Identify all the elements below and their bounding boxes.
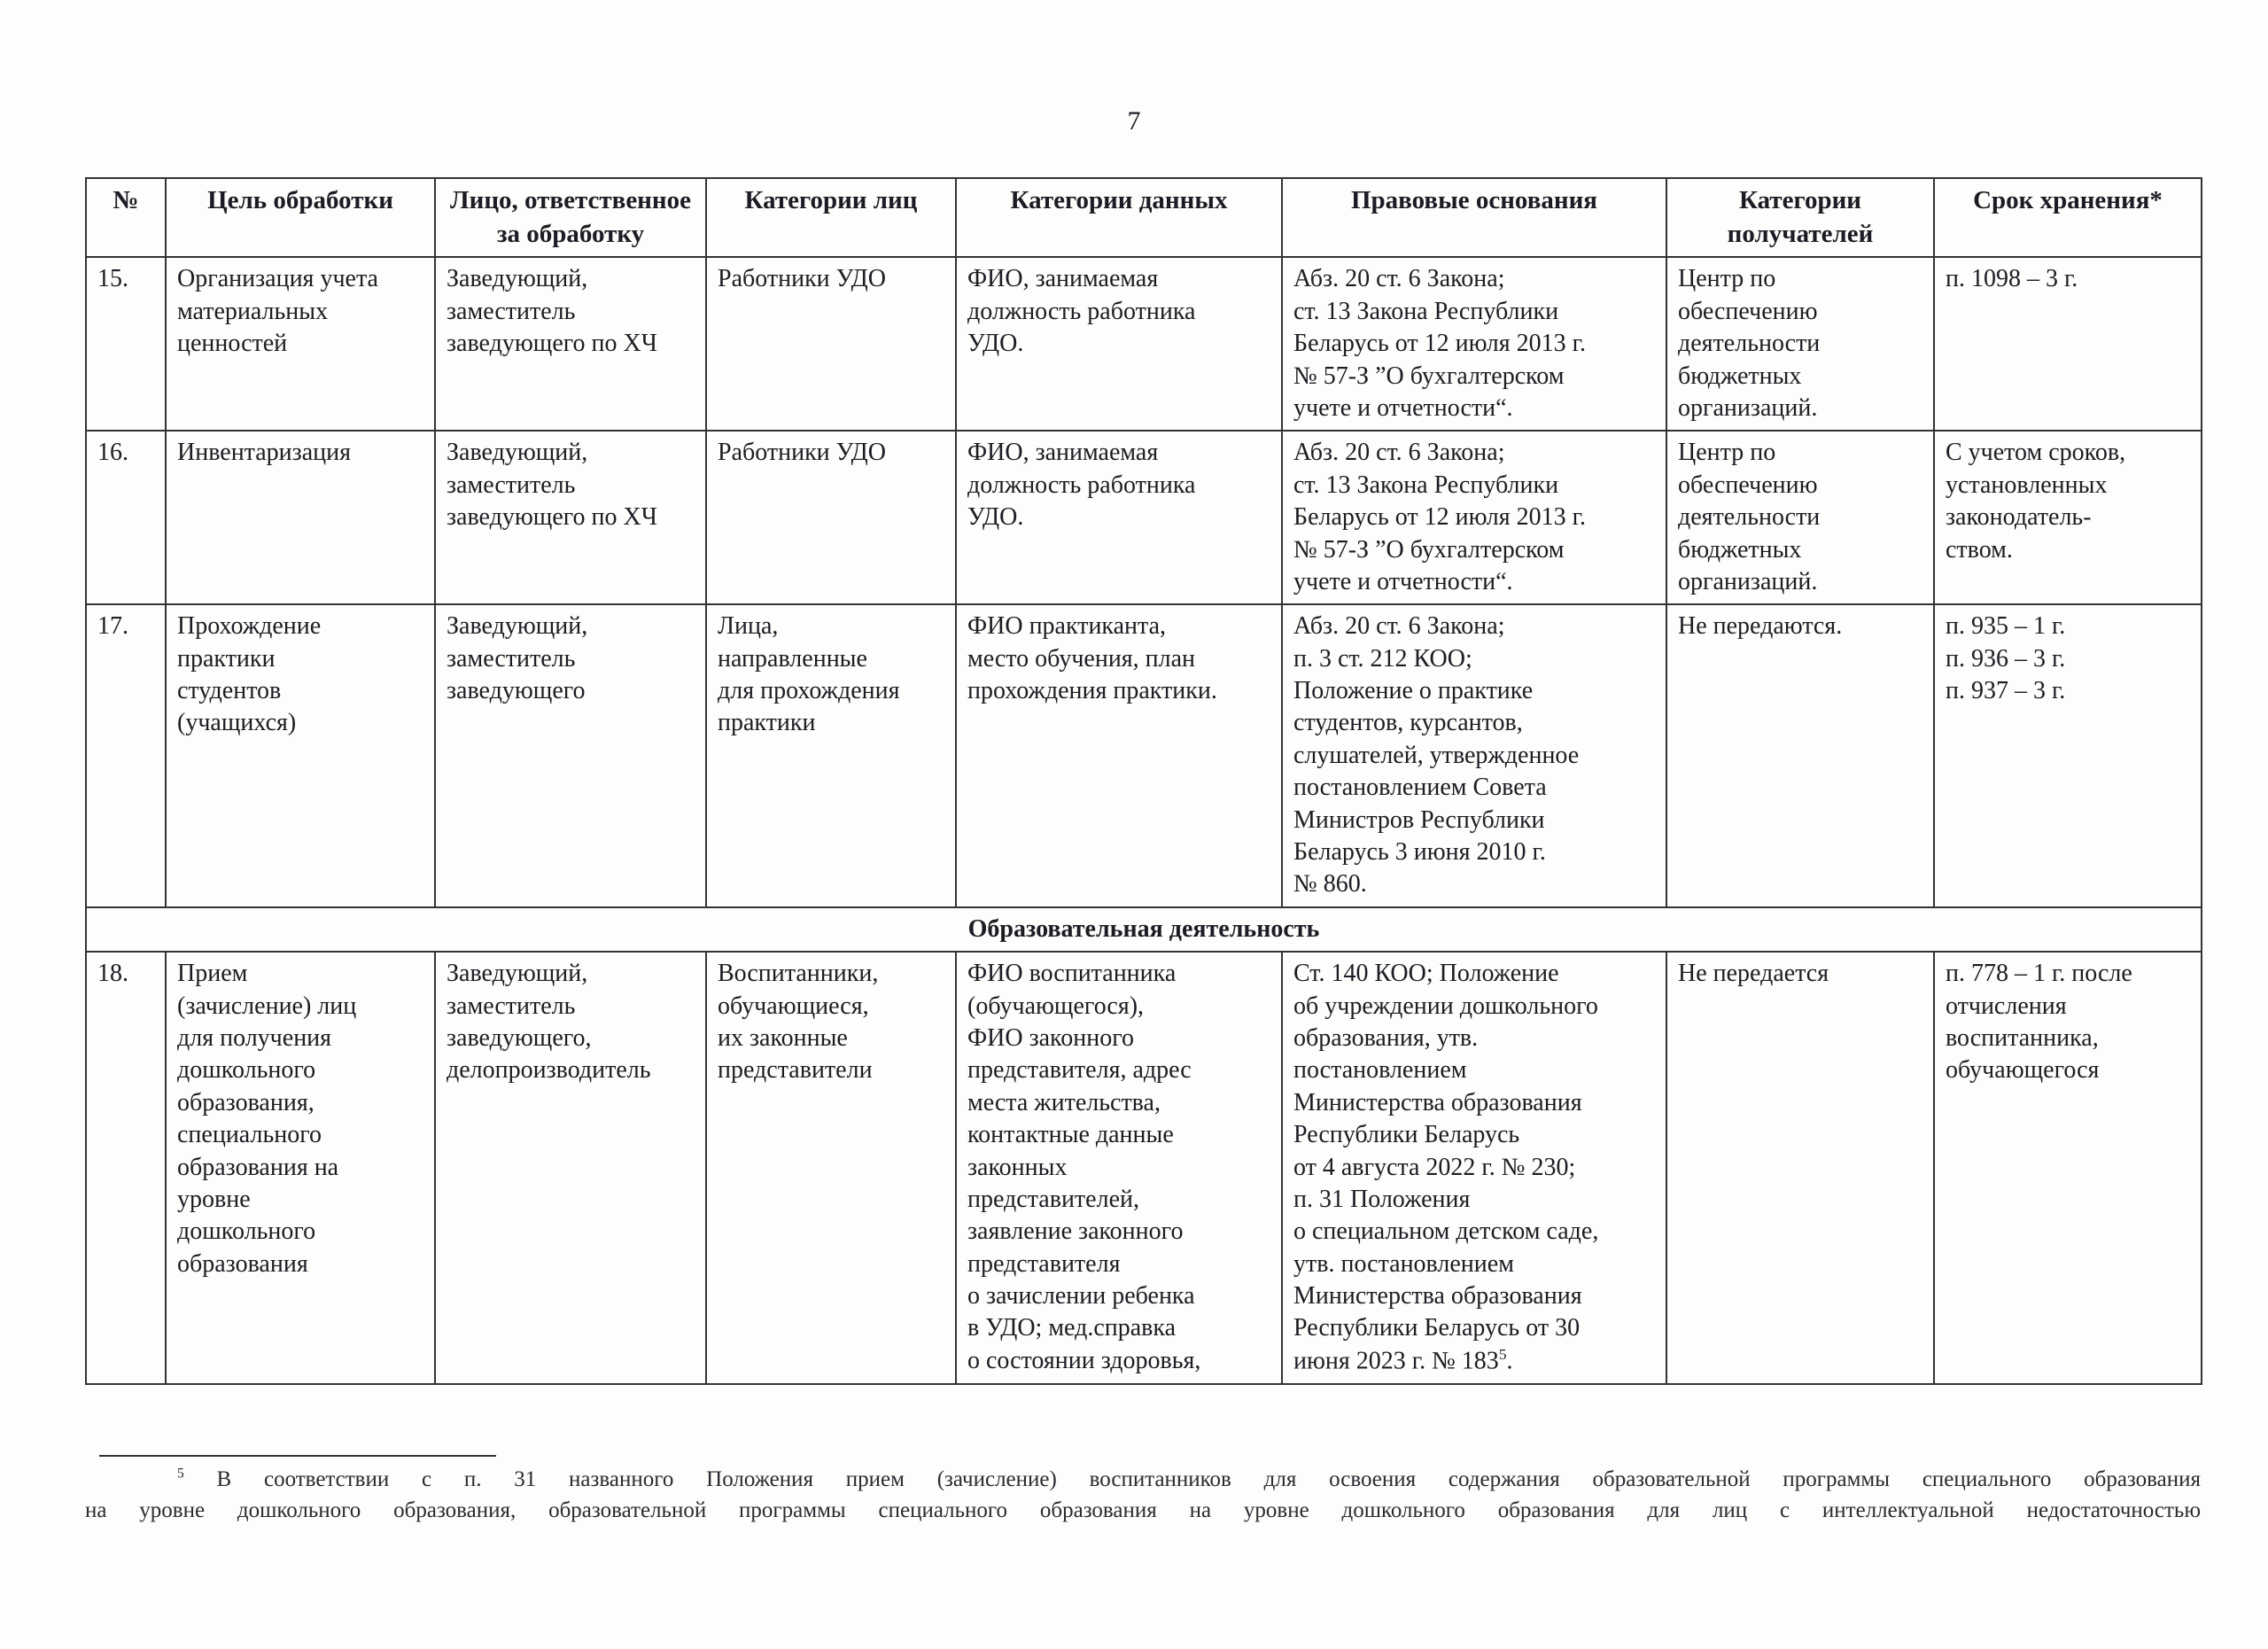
header-purpose: Цель обработки <box>166 178 435 257</box>
cell-line: должность работника <box>967 471 1196 499</box>
legal-last-punct: . <box>1506 1347 1513 1375</box>
cell-line: студентов <box>177 677 282 705</box>
footnote-ref: 5 <box>1498 1345 1507 1363</box>
cell-line: Работники УДО <box>718 265 886 293</box>
cell-line: Не передаются. <box>1678 612 1843 641</box>
cell-line: Лица, <box>718 612 779 641</box>
cell-line: бюджетных <box>1678 362 1802 390</box>
cell-line: образования, утв. <box>1293 1023 1479 1052</box>
storage-cell <box>1934 604 2202 907</box>
cell-line: учете и отчетности“. <box>1293 567 1513 595</box>
recipients-cell <box>1666 952 1934 1383</box>
table-row <box>86 431 2202 604</box>
cell-line: учете и отчетности“. <box>1293 393 1513 422</box>
cell-line: ФИО практиканта, <box>967 612 1167 641</box>
cell-line: их законные <box>718 1023 848 1052</box>
cell-line: от 4 августа 2022 г. № 230; <box>1293 1153 1576 1181</box>
cell-line: организаций. <box>1678 567 1818 595</box>
cell-line: Центр по <box>1678 265 1776 293</box>
legal-cell <box>1282 257 1666 431</box>
storage-cell <box>1934 952 2202 1383</box>
cell-line: п. 778 – 1 г. после <box>1946 960 2132 988</box>
cell-line: заведующего по ХЧ <box>447 330 657 358</box>
cell-line: Абз. 20 ст. 6 Закона; <box>1293 439 1505 467</box>
cell-line: ценностей <box>177 330 288 358</box>
header-legal: Правовые основания <box>1282 178 1666 257</box>
persons-cell <box>706 604 956 907</box>
cell-line: для прохождения <box>718 677 900 705</box>
cell-line: образования, <box>177 1088 315 1116</box>
cell-line: п. 936 – 3 г. <box>1946 644 2066 673</box>
cell-line: представителя, адрес <box>967 1056 1192 1085</box>
persons-cell <box>706 431 956 604</box>
cell-line: № 860. <box>1293 870 1367 898</box>
footnote-line-2: на уровне дошкольного образования, образовательной программы специального образования на уровне дошкольного образования для лиц с интеллектуальной недостаточностью <box>85 1498 2201 1522</box>
cell-line: Республики Беларусь от 30 <box>1293 1314 1581 1342</box>
cell-line: студентов, курсантов, <box>1293 709 1523 737</box>
cell-line: деятельности <box>1678 503 1821 532</box>
responsible-cell <box>435 431 706 604</box>
cell-line: делопроизводитель <box>447 1056 651 1085</box>
cell-line: заявление законного <box>967 1217 1184 1246</box>
cell-line: установленных <box>1946 471 2108 499</box>
purpose-cell <box>166 257 435 431</box>
cell-line: заместитель <box>447 992 576 1020</box>
cell-line: постановлением Совета <box>1293 774 1547 802</box>
cell-line: Беларусь от 12 июля 2013 г. <box>1293 330 1586 358</box>
cell-line: Министерства образования <box>1293 1282 1582 1311</box>
cell-line: Прохождение <box>177 612 322 641</box>
responsible-cell <box>435 257 706 431</box>
cell-line: п. 3 ст. 212 КОО; <box>1293 644 1472 673</box>
cell-line: Беларусь 3 июня 2010 г. <box>1293 838 1546 867</box>
cell-line: Заведующий, <box>447 612 588 641</box>
cell-line: о зачислении ребенка <box>967 1282 1195 1311</box>
cell-line: представители <box>718 1056 873 1085</box>
persons-cell <box>706 952 956 1383</box>
cell-line: заместитель <box>447 297 576 325</box>
cell-line: ством. <box>1946 535 2013 564</box>
cell-line: бюджетных <box>1678 535 1802 564</box>
cell-line: контактные данные <box>967 1121 1174 1149</box>
legal-cell <box>1282 431 1666 604</box>
purpose-cell <box>166 604 435 907</box>
cell-line: представителей, <box>967 1185 1139 1213</box>
recipients-cell <box>1666 604 1934 907</box>
cell-line: (зачисление) лиц <box>177 992 357 1020</box>
footnote-marker: 5 <box>177 1466 184 1482</box>
cell-line: заведующего <box>447 677 586 705</box>
cell-line: ФИО, занимаемая <box>967 439 1159 467</box>
footnote-divider <box>99 1455 496 1457</box>
cell-line: Заведующий, <box>447 265 588 293</box>
cell-line: обеспечению <box>1678 297 1818 325</box>
cell-line: Положение о практике <box>1293 677 1534 705</box>
cell-line: Беларусь от 12 июля 2013 г. <box>1293 503 1586 532</box>
cell-line: заместитель <box>447 471 576 499</box>
recipients-cell <box>1666 431 1934 604</box>
cell-line: обучающегося <box>1946 1056 2100 1085</box>
header-num: № <box>86 178 166 257</box>
cell-line: деятельности <box>1678 330 1821 358</box>
legal-cell <box>1282 604 1666 907</box>
cell-line: направленные <box>718 644 867 673</box>
cell-line: (обучающегося), <box>967 992 1145 1020</box>
header-data: Категории данных <box>956 178 1282 257</box>
cell-line: № 57-З ”О бухгалтерском <box>1293 362 1565 390</box>
table-header-row <box>86 178 2202 257</box>
cell-line: Заведующий, <box>447 439 588 467</box>
storage-cell <box>1934 257 2202 431</box>
processing-table <box>85 177 2202 1385</box>
cell-line: специального <box>177 1121 322 1149</box>
cell-line: Республики Беларусь <box>1293 1121 1520 1149</box>
cell-line: п. 935 – 1 г. <box>1946 612 2066 641</box>
cell-line: п. 937 – 3 г. <box>1946 677 2066 705</box>
cell-line: места жительства, <box>967 1088 1161 1116</box>
cell-line: обучающиеся, <box>718 992 869 1020</box>
data-cell <box>956 604 1282 907</box>
responsible-cell <box>435 604 706 907</box>
cell-line: (учащихся) <box>177 709 297 737</box>
cell-line: в УДО; мед.справка <box>967 1314 1177 1342</box>
cell-line: Министров Республики <box>1293 805 1545 834</box>
table-row <box>86 257 2202 431</box>
cell-line: Работники УДО <box>718 439 886 467</box>
header-responsible: Лицо, ответственное за обработку <box>435 178 706 257</box>
row-num: 16. <box>86 431 166 604</box>
purpose-cell <box>166 431 435 604</box>
cell-line: место обучения, план <box>967 644 1196 673</box>
cell-line: заведующего по ХЧ <box>447 503 657 532</box>
cell-line: об учреждении дошкольного <box>1293 992 1598 1020</box>
data-cell <box>956 257 1282 431</box>
cell-line: должность работника <box>967 297 1196 325</box>
row-num: 18. <box>86 952 166 1383</box>
cell-line: п. 31 Положения <box>1293 1185 1471 1213</box>
section-row <box>86 907 2202 952</box>
cell-line: ФИО, занимаемая <box>967 265 1159 293</box>
legal-cell <box>1282 952 1666 1383</box>
cell-line: № 57-З ”О бухгалтерском <box>1293 535 1565 564</box>
cell-line: Центр по <box>1678 439 1776 467</box>
responsible-cell <box>435 952 706 1383</box>
storage-cell <box>1934 431 2202 604</box>
cell-line: представителя <box>967 1249 1121 1278</box>
cell-line: воспитанника, <box>1946 1023 2099 1052</box>
cell-line: дошкольного <box>177 1217 316 1246</box>
cell-line: законных <box>967 1153 1068 1181</box>
cell-line: Ст. 140 КОО; Положение <box>1293 960 1559 988</box>
cell-line: ст. 13 Закона Республики <box>1293 297 1559 325</box>
cell-line: образования на <box>177 1153 339 1181</box>
cell-line: утв. постановлением <box>1293 1249 1514 1278</box>
section-title: Образовательная деятельность <box>86 907 2202 952</box>
cell-line: слушателей, утвержденное <box>1293 741 1580 769</box>
purpose-cell <box>166 952 435 1383</box>
cell-line: Не передается <box>1678 960 1829 988</box>
cell-line: ФИО воспитанника <box>967 960 1177 988</box>
cell-line: дошкольного <box>177 1056 316 1085</box>
row-num: 17. <box>86 604 166 907</box>
cell-line: организаций. <box>1678 393 1818 422</box>
cell-line: прохождения практики. <box>967 677 1217 705</box>
legal-last-line: июня 2023 г. № 183 <box>1293 1347 1499 1375</box>
cell-line: УДО. <box>967 330 1024 358</box>
row-num: 15. <box>86 257 166 431</box>
footnote-line-1: В соответствии с п. 31 названного Положения прием (зачисление) воспитанников для освоения содержания образовательной программы специального образования <box>183 1467 2201 1491</box>
footnote <box>85 1464 2201 1526</box>
cell-line: практики <box>177 644 276 673</box>
data-cell <box>956 952 1282 1383</box>
cell-line: обеспечению <box>1678 471 1818 499</box>
header-recipients: Категории получателей <box>1666 178 1934 257</box>
cell-line: о специальном детском саде, <box>1293 1217 1599 1246</box>
cell-line: Абз. 20 ст. 6 Закона; <box>1293 612 1505 641</box>
persons-cell <box>706 257 956 431</box>
cell-line: о состоянии здоровья, <box>967 1346 1201 1374</box>
cell-line: практики <box>718 709 816 737</box>
cell-line: ст. 13 Закона Республики <box>1293 471 1559 499</box>
data-cell <box>956 431 1282 604</box>
cell-line: Министерства образования <box>1293 1088 1582 1116</box>
cell-line: ФИО законного <box>967 1023 1134 1052</box>
header-persons: Категории лиц <box>706 178 956 257</box>
recipients-cell <box>1666 257 1934 431</box>
cell-line: материальных <box>177 297 329 325</box>
header-storage: Срок хранения* <box>1934 178 2202 257</box>
page-number: 7 <box>1127 106 1141 136</box>
cell-line: отчисления <box>1946 992 2067 1020</box>
cell-line: п. 1098 – 3 г. <box>1946 265 2078 293</box>
cell-line: образования <box>177 1249 308 1278</box>
cell-line: Воспитанники, <box>718 960 879 988</box>
cell-line: законодатель- <box>1946 503 2092 532</box>
cell-line: С учетом сроков, <box>1946 439 2126 467</box>
cell-line: уровне <box>177 1185 251 1213</box>
table-row <box>86 952 2202 1383</box>
cell-line: заведующего, <box>447 1023 592 1052</box>
cell-line: Инвентаризация <box>177 439 351 467</box>
table-row <box>86 604 2202 907</box>
cell-line: для получения <box>177 1023 332 1052</box>
cell-line: Прием <box>177 960 248 988</box>
cell-line: УДО. <box>967 503 1024 532</box>
cell-line: Заведующий, <box>447 960 588 988</box>
cell-line: постановлением <box>1293 1056 1467 1085</box>
cell-line: заместитель <box>447 644 576 673</box>
cell-line: Организация учета <box>177 265 378 293</box>
cell-line: Абз. 20 ст. 6 Закона; <box>1293 265 1505 293</box>
